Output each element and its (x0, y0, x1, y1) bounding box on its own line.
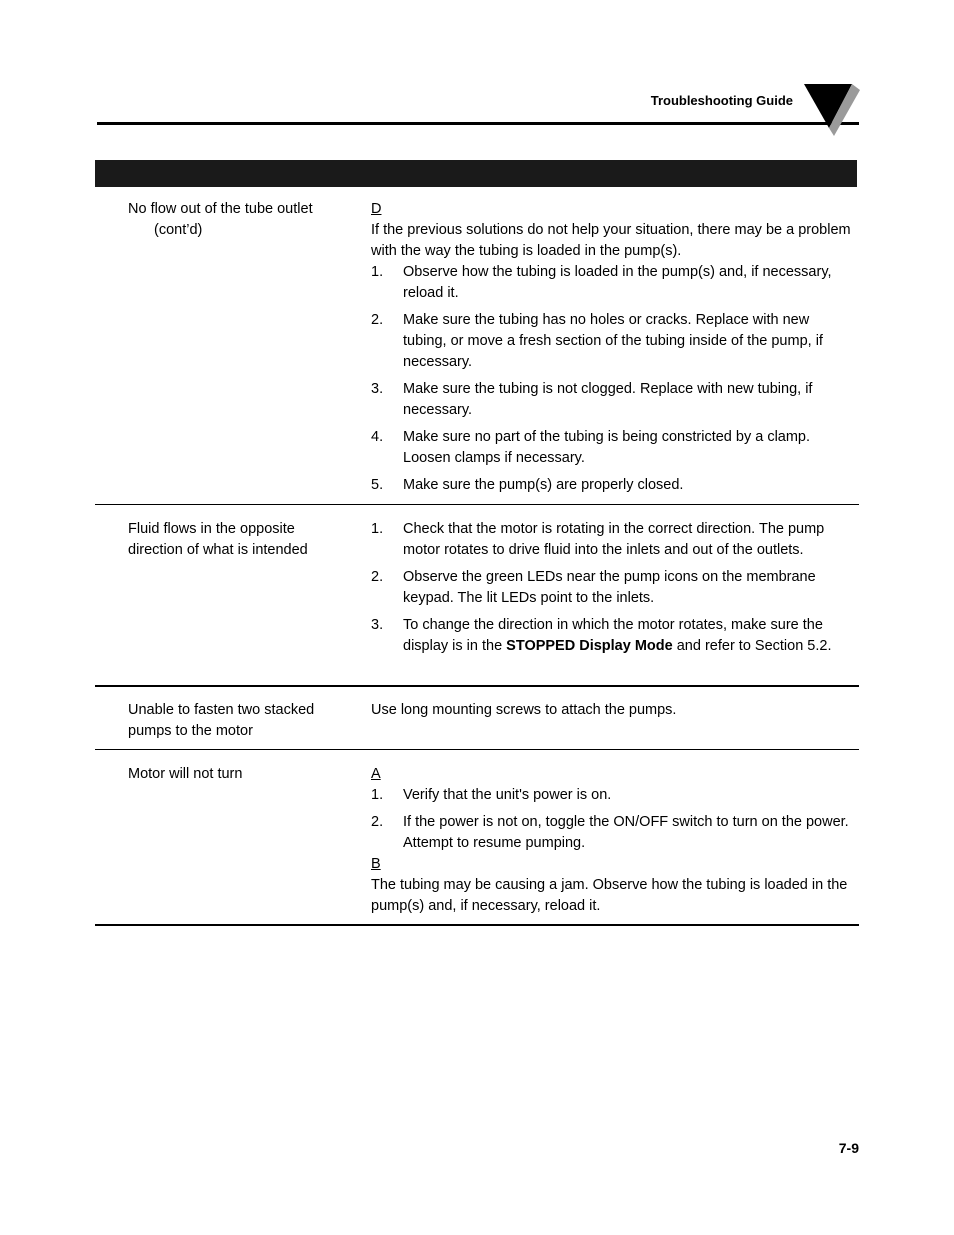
solution-no-flow (371, 199, 851, 502)
solution-text: The tubing may be causing a jam. Observe how the tubing is loaded in the pump(s) and, if necessary, reload it. (371, 877, 848, 914)
list-item: 4. Make sure no part of the tubing is being constricted by a clamp. Loosen clamps if necessary. (371, 429, 811, 466)
row-divider (95, 504, 859, 505)
solution-text: Use long mounting screws to attach the pumps. (371, 702, 677, 718)
list-item: 3. Make sure the tubing is not clogged. Replace with new tubing, if necessary. (371, 381, 813, 418)
problem-text: Unable to fasten two stacked pumps to the motor (128, 702, 315, 739)
list-item: 1. Check that the motor is rotating in the correct direction. The pump motor rotates to drive fluid into the inlets and out of the outlets. (371, 521, 825, 558)
page-number: 7-9 (838, 1140, 859, 1156)
row-divider (95, 749, 859, 750)
problem-continued: (cont’d) (154, 222, 203, 238)
solution-intro: If the previous solutions do not help your situation, there may be a problem with the way the tubing is loaded in the pump(s). (371, 222, 851, 259)
list-item: 2. Make sure the tubing has no holes or cracks. Replace with new tubing, or move a fresh section of the tubing inside of the pump, if necessary. (371, 312, 823, 370)
list-item: 5. Make sure the pump(s) are properly closed. (371, 477, 684, 493)
row-divider (95, 924, 859, 926)
step-list (371, 262, 851, 496)
problem-text: No flow out of the tube outlet (128, 201, 313, 217)
list-item: 2. If the power is not on, toggle the ON/OFF switch to turn on the power. Attempt to resume pumping. (371, 814, 849, 851)
solution-stacked-pumps (371, 700, 851, 721)
problem-stacked-pumps (128, 700, 343, 742)
list-item: 3. To change the direction in which the motor rotates, make sure the display is in the STOPPED Display Mode and refer to Section 5.2. (371, 617, 832, 654)
problem-text: Motor will not turn (128, 766, 243, 782)
problem-motor-not-turn (128, 764, 343, 785)
page-header-title: Troubleshooting Guide (650, 93, 793, 108)
solution-motor-not-turn (371, 764, 851, 917)
list-item: 2. Observe the green LEDs near the pump icons on the membrane keypad. The lit LEDs point to the inlets. (371, 569, 816, 606)
list-item: 1. Verify that the unit's power is on. (371, 787, 612, 803)
list-item: 1. Observe how the tubing is loaded in the pump(s) and, if necessary, reload it. (371, 264, 832, 301)
table-header-bar (95, 160, 857, 187)
solution-opposite-flow (371, 519, 851, 663)
section-label: D (371, 201, 382, 217)
problem-text: Fluid flows in the opposite direction of what is intended (128, 521, 308, 558)
step-list (371, 519, 851, 657)
section-label: B (371, 856, 381, 872)
problem-no-flow (128, 199, 343, 241)
triangle-logo-icon (804, 84, 860, 136)
row-divider (95, 685, 859, 687)
section-label: A (371, 766, 381, 782)
problem-opposite-flow (128, 519, 343, 561)
step-list (371, 785, 851, 854)
header-rule (97, 122, 859, 125)
